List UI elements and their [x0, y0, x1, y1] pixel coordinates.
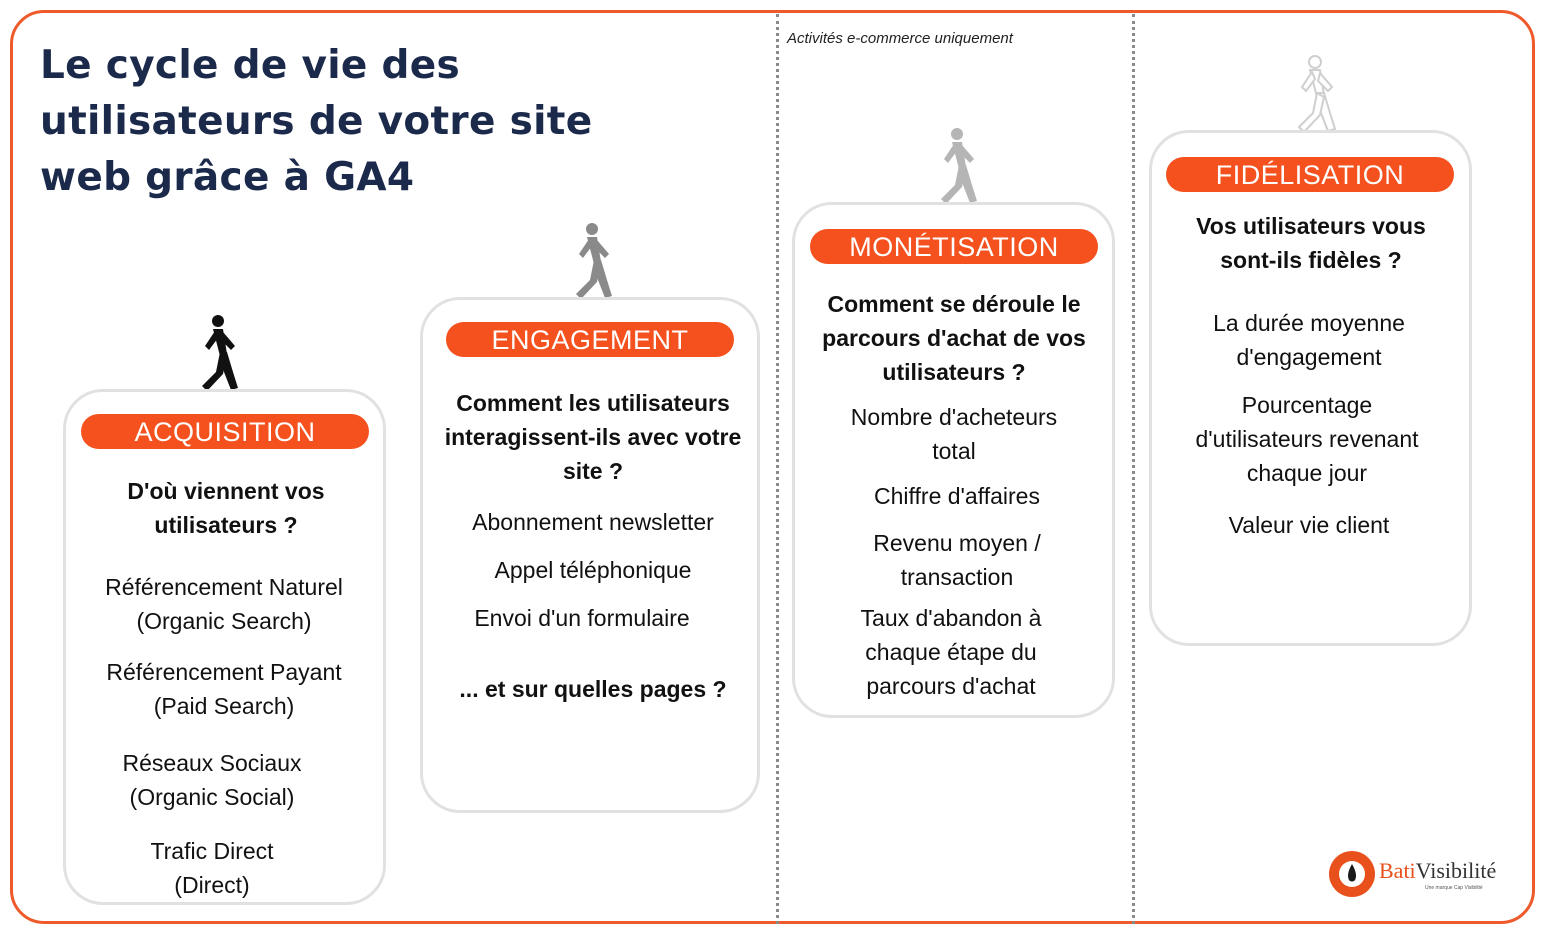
metric-line: (Paid Search) — [153, 693, 295, 719]
metric-line: (Direct) — [174, 872, 250, 898]
metric-line: d'engagement — [1236, 344, 1382, 370]
question-line: Comment se déroule le — [827, 291, 1081, 317]
metric-line: total — [932, 438, 976, 464]
stage-label-monetisation: MONÉTISATION — [810, 229, 1098, 264]
metric-line: chaque étape du — [865, 639, 1037, 665]
logo-name-part2: Visibilité — [1415, 858, 1497, 883]
metric-organic-search — [74, 570, 374, 638]
logo-tagline: Une marque Cap Visibilité — [1425, 885, 1483, 891]
stage-question-fidelisation — [1156, 209, 1466, 277]
metric-line: parcours d'achat — [866, 673, 1036, 699]
metric-line: transaction — [900, 564, 1014, 590]
closing-question-engagement: ... et sur quelles pages ? — [459, 676, 727, 702]
metric-paid-search — [74, 655, 374, 723]
metric-line: Pourcentage — [1241, 392, 1373, 418]
metric-lifetime-value: Valeur vie client — [1228, 512, 1390, 538]
question-line: utilisateurs ? — [154, 512, 298, 538]
metric-buyers-total — [799, 400, 1109, 468]
question-line: D'où viennent vos — [127, 478, 325, 504]
metric-line: Taux d'abandon à — [860, 605, 1042, 631]
stage-label-acquisition: ACQUISITION — [81, 414, 369, 449]
metric-line: La durée moyenne — [1213, 310, 1405, 336]
metric-line: Réseaux Sociaux — [122, 750, 302, 776]
metric-average-revenue — [802, 526, 1112, 594]
ecommerce-divider-right — [1132, 14, 1135, 924]
page-title — [40, 38, 660, 206]
question-line: interagissent-ils avec votre — [444, 424, 742, 450]
stage-label-engagement: ENGAGEMENT — [446, 322, 734, 357]
question-line: Vos utilisateurs vous — [1196, 213, 1426, 239]
stage-question-acquisition — [76, 474, 376, 542]
metric-line: Référencement Payant — [106, 659, 342, 685]
logo-name-part1: Bati — [1379, 858, 1416, 883]
question-line: utilisateurs ? — [882, 359, 1026, 385]
metric-line: Revenu moyen / — [873, 530, 1041, 556]
metric-direct — [62, 834, 362, 902]
ecommerce-divider-left — [776, 14, 779, 924]
metric-line: (Organic Search) — [136, 608, 312, 634]
title-line-3: web grâce à GA4 — [40, 155, 415, 200]
stage-question-engagement — [428, 386, 758, 488]
metric-abandon-rate — [796, 601, 1106, 703]
title-line-1: Le cycle de vie des — [40, 43, 460, 88]
metric-line: Nombre d'acheteurs — [850, 404, 1058, 430]
metric-revenue: Chiffre d'affaires — [874, 483, 1040, 509]
metric-line: Référencement Naturel — [105, 574, 343, 600]
stage-question-monetisation — [799, 287, 1109, 389]
question-line: site ? — [562, 458, 624, 484]
metric-newsletter: Abonnement newsletter — [472, 509, 714, 535]
stage-label-fidelisation: FIDÉLISATION — [1166, 157, 1454, 192]
metric-line: (Organic Social) — [129, 784, 295, 810]
stage-card-acquisition — [63, 389, 386, 905]
metric-form-submit: Envoi d'un formulaire — [474, 605, 690, 631]
question-line: sont-ils fidèles ? — [1220, 247, 1402, 273]
ecommerce-note: Activités e-commerce uniquement — [787, 30, 1013, 47]
metric-organic-social — [62, 746, 362, 814]
logo-name — [1379, 858, 1496, 884]
metric-phone-call: Appel téléphonique — [494, 557, 692, 583]
metric-line: chaque jour — [1246, 460, 1368, 486]
walking-person-icon — [193, 314, 239, 392]
question-line: Comment les utilisateurs — [456, 390, 730, 416]
metric-engagement-duration — [1154, 306, 1464, 374]
metric-returning-users — [1152, 388, 1462, 490]
title-line-2: utilisateurs de votre site — [40, 99, 593, 144]
walking-person-icon — [932, 127, 978, 205]
walking-person-icon — [567, 222, 613, 300]
question-line: parcours d'achat de vos — [822, 325, 1086, 351]
metric-line: d'utilisateurs revenant — [1195, 426, 1419, 452]
walking-person-outline-icon — [1290, 55, 1336, 133]
metric-line: Trafic Direct — [150, 838, 274, 864]
